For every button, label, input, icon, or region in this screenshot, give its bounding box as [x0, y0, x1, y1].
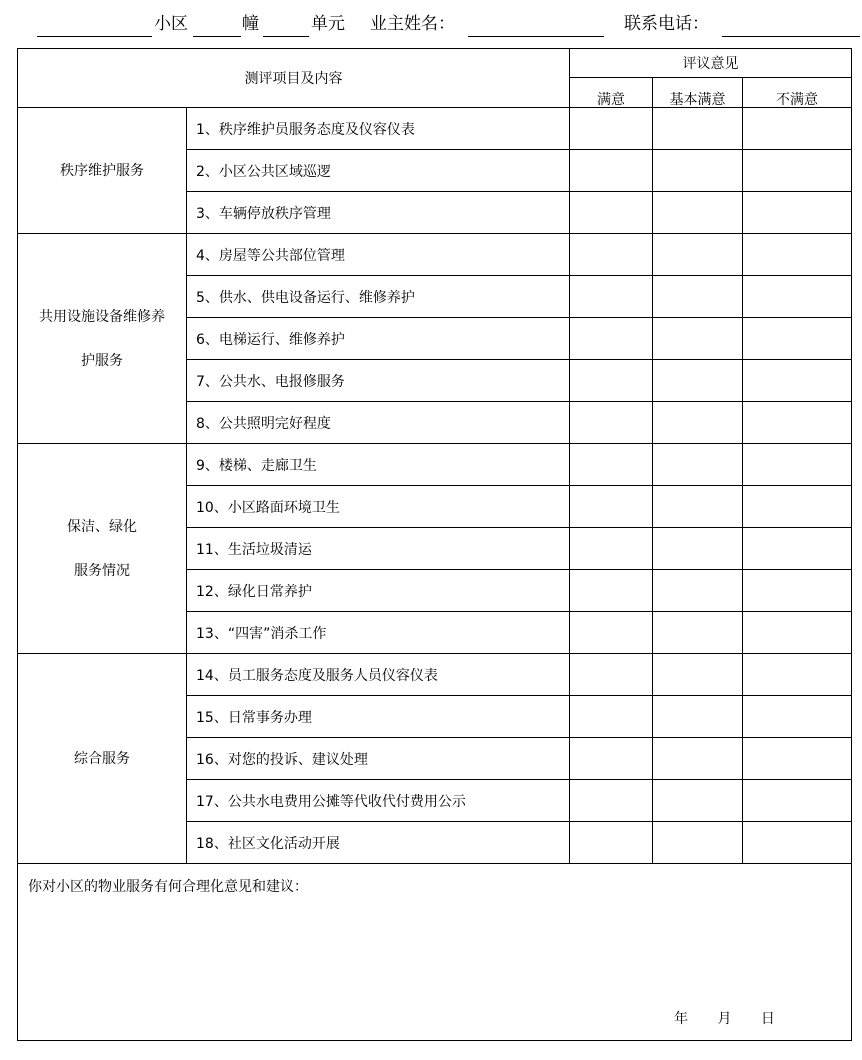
item-10: 10、小区路面环境卫生	[187, 486, 570, 528]
item-6-satisfied-cell[interactable]	[570, 318, 653, 360]
evaluation-table	[17, 48, 852, 1041]
community-label: 小区	[154, 14, 188, 34]
item-11-satisfied-cell[interactable]	[570, 528, 653, 570]
item-2-basically-satisfied-cell[interactable]	[653, 150, 743, 192]
item-11: 11、生活垃圾清运	[187, 528, 570, 570]
items-header: 测评项目及内容	[18, 49, 570, 108]
community-name-blank[interactable]	[37, 36, 152, 37]
item-5-dissatisfied-cell[interactable]	[743, 276, 852, 318]
phone-blank[interactable]	[722, 36, 860, 37]
item-14-satisfied-cell[interactable]	[570, 654, 653, 696]
opinion-col-dissatisfied: 不满意	[743, 78, 852, 108]
item-18-satisfied-cell[interactable]	[570, 822, 653, 864]
item-1-dissatisfied-cell[interactable]	[743, 108, 852, 150]
item-10-dissatisfied-cell[interactable]	[743, 486, 852, 528]
item-2-satisfied-cell[interactable]	[570, 150, 653, 192]
item-9: 9、楼梯、走廊卫生	[187, 444, 570, 486]
item-10-satisfied-cell[interactable]	[570, 486, 653, 528]
item-12-basically-satisfied-cell[interactable]	[653, 570, 743, 612]
item-13-satisfied-cell[interactable]	[570, 612, 653, 654]
item-18-basically-satisfied-cell[interactable]	[653, 822, 743, 864]
item-16-satisfied-cell[interactable]	[570, 738, 653, 780]
item-16: 16、对您的投诉、建议处理	[187, 738, 570, 780]
item-7-basically-satisfied-cell[interactable]	[653, 360, 743, 402]
owner-name-label: 业主姓名：	[370, 14, 455, 34]
item-3-basically-satisfied-cell[interactable]	[653, 192, 743, 234]
item-17-dissatisfied-cell[interactable]	[743, 780, 852, 822]
item-1: 1、秩序维护员服务态度及仪容仪表	[187, 108, 570, 150]
item-1-satisfied-cell[interactable]	[570, 108, 653, 150]
item-7: 7、公共水、电报修服务	[187, 360, 570, 402]
item-1-basically-satisfied-cell[interactable]	[653, 108, 743, 150]
item-6: 6、电梯运行、维修养护	[187, 318, 570, 360]
item-7-dissatisfied-cell[interactable]	[743, 360, 852, 402]
day-label: 日	[760, 1011, 775, 1027]
item-9-basically-satisfied-cell[interactable]	[653, 444, 743, 486]
item-4: 4、房屋等公共部位管理	[187, 234, 570, 276]
item-15-basically-satisfied-cell[interactable]	[653, 696, 743, 738]
item-5-satisfied-cell[interactable]	[570, 276, 653, 318]
item-8-satisfied-cell[interactable]	[570, 402, 653, 444]
category-cleaning-greening: 保洁、绿化 服务情况	[18, 444, 187, 654]
unit-number-blank[interactable]	[263, 36, 309, 37]
opinion-col-satisfied: 满意	[570, 78, 653, 108]
building-number-blank[interactable]	[193, 36, 241, 37]
category-facility-maintenance: 共用设施设备维修养 护服务	[18, 234, 187, 444]
item-5-basically-satisfied-cell[interactable]	[653, 276, 743, 318]
unit-label: 单元	[311, 14, 345, 34]
category-order-maintenance: 秩序维护服务	[18, 108, 187, 234]
item-12: 12、绿化日常养护	[187, 570, 570, 612]
item-16-basically-satisfied-cell[interactable]	[653, 738, 743, 780]
item-12-satisfied-cell[interactable]	[570, 570, 653, 612]
item-17-basically-satisfied-cell[interactable]	[653, 780, 743, 822]
item-9-satisfied-cell[interactable]	[570, 444, 653, 486]
category-general-service: 综合服务	[18, 654, 187, 864]
item-17: 17、公共水电费用公摊等代收代付费用公示	[187, 780, 570, 822]
date-line	[674, 1008, 800, 1028]
item-6-basically-satisfied-cell[interactable]	[653, 318, 743, 360]
item-8-basically-satisfied-cell[interactable]	[653, 402, 743, 444]
item-15: 15、日常事务办理	[187, 696, 570, 738]
suggestion-label: 你对小区的物业服务有何合理化意见和建议：	[28, 879, 308, 895]
building-label: 幢	[242, 14, 259, 34]
item-2-dissatisfied-cell[interactable]	[743, 150, 852, 192]
item-3-dissatisfied-cell[interactable]	[743, 192, 852, 234]
month-label: 月	[717, 1011, 732, 1027]
item-3: 3、车辆停放秩序管理	[187, 192, 570, 234]
item-13-dissatisfied-cell[interactable]	[743, 612, 852, 654]
phone-label: 联系电话：	[624, 14, 709, 34]
item-9-dissatisfied-cell[interactable]	[743, 444, 852, 486]
item-11-dissatisfied-cell[interactable]	[743, 528, 852, 570]
item-16-dissatisfied-cell[interactable]	[743, 738, 852, 780]
item-18: 18、社区文化活动开展	[187, 822, 570, 864]
item-10-basically-satisfied-cell[interactable]	[653, 486, 743, 528]
item-13-basically-satisfied-cell[interactable]	[653, 612, 743, 654]
item-4-dissatisfied-cell[interactable]	[743, 234, 852, 276]
item-4-satisfied-cell[interactable]	[570, 234, 653, 276]
item-13: 13、“四害”消杀工作	[187, 612, 570, 654]
item-8: 8、公共照明完好程度	[187, 402, 570, 444]
item-15-dissatisfied-cell[interactable]	[743, 696, 852, 738]
item-6-dissatisfied-cell[interactable]	[743, 318, 852, 360]
opinion-header: 评议意见	[570, 49, 852, 78]
item-14: 14、员工服务态度及服务人员仪容仪表	[187, 654, 570, 696]
item-14-dissatisfied-cell[interactable]	[743, 654, 852, 696]
suggestion-area[interactable]	[18, 864, 852, 1041]
opinion-col-basically-satisfied: 基本满意	[653, 78, 743, 108]
item-12-dissatisfied-cell[interactable]	[743, 570, 852, 612]
form-header	[0, 10, 862, 38]
item-5: 5、供水、供电设备运行、维修养护	[187, 276, 570, 318]
item-18-dissatisfied-cell[interactable]	[743, 822, 852, 864]
item-11-basically-satisfied-cell[interactable]	[653, 528, 743, 570]
item-8-dissatisfied-cell[interactable]	[743, 402, 852, 444]
item-3-satisfied-cell[interactable]	[570, 192, 653, 234]
year-label: 年	[674, 1011, 688, 1027]
item-17-satisfied-cell[interactable]	[570, 780, 653, 822]
item-2: 2、小区公共区域巡逻	[187, 150, 570, 192]
item-15-satisfied-cell[interactable]	[570, 696, 653, 738]
owner-name-blank[interactable]	[468, 36, 604, 37]
item-14-basically-satisfied-cell[interactable]	[653, 654, 743, 696]
item-7-satisfied-cell[interactable]	[570, 360, 653, 402]
item-4-basically-satisfied-cell[interactable]	[653, 234, 743, 276]
